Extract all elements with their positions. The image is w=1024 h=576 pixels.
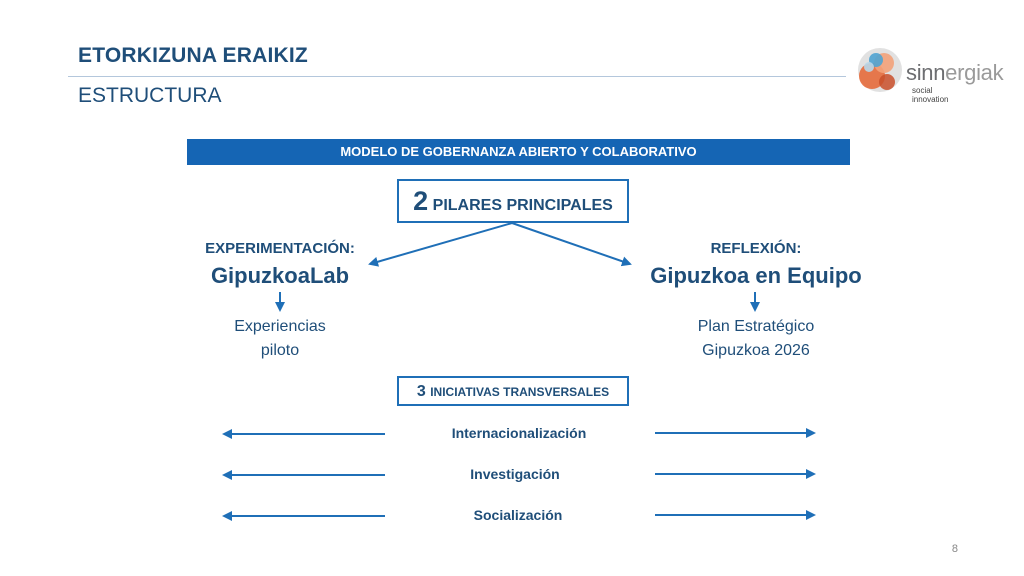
left-detail-line1: Experiencias bbox=[234, 318, 326, 335]
logo-tag-social: social bbox=[912, 86, 933, 95]
initiatives-box bbox=[397, 376, 629, 406]
right-pillar-name: Gipuzkoa en Equipo bbox=[650, 263, 862, 288]
left-pillar-detail bbox=[160, 315, 400, 363]
initiatives-label: INICIATIVAS TRANSVERSALES bbox=[430, 385, 610, 399]
right-pillar-detail bbox=[636, 315, 876, 363]
initiative-item-internacionalizacion: Internacionalización bbox=[451, 425, 587, 441]
initiatives-count: 3 bbox=[416, 383, 426, 400]
page-title: ETORKIZUNA ERAIKIZ bbox=[78, 44, 308, 67]
governance-banner: MODELO DE GOBERNANZA ABIERTO Y COLABORATIVO bbox=[187, 139, 850, 165]
initiative-item-socializacion: Socialización bbox=[473, 507, 563, 523]
logo-word-part1: sinn bbox=[906, 60, 946, 85]
initiative-item-investigacion: Investigación bbox=[470, 466, 560, 482]
logo-tag-innovation: innovation bbox=[912, 95, 949, 104]
left-pillar-heading: EXPERIMENTACIÓN: bbox=[205, 240, 355, 257]
right-detail-line2: Gipuzkoa 2026 bbox=[702, 342, 810, 359]
pillars-count: 2 bbox=[413, 186, 429, 216]
pillars-label: PILARES PRINCIPALES bbox=[432, 197, 613, 214]
header-divider bbox=[68, 76, 846, 77]
logo-wordmark bbox=[906, 60, 1003, 86]
left-detail-line2: piloto bbox=[260, 342, 300, 359]
logo-word-part2: ergiak bbox=[945, 60, 1004, 85]
arrow-to-right-pillar bbox=[512, 223, 630, 264]
right-pillar-heading: REFLEXIÓN: bbox=[710, 240, 802, 257]
page-subtitle: ESTRUCTURA bbox=[78, 84, 222, 107]
left-pillar-name: GipuzkoaLab bbox=[210, 263, 350, 288]
right-detail-line1: Plan Estratégico bbox=[697, 318, 815, 335]
pillars-box bbox=[397, 179, 629, 223]
page-number: 8 bbox=[951, 543, 958, 555]
